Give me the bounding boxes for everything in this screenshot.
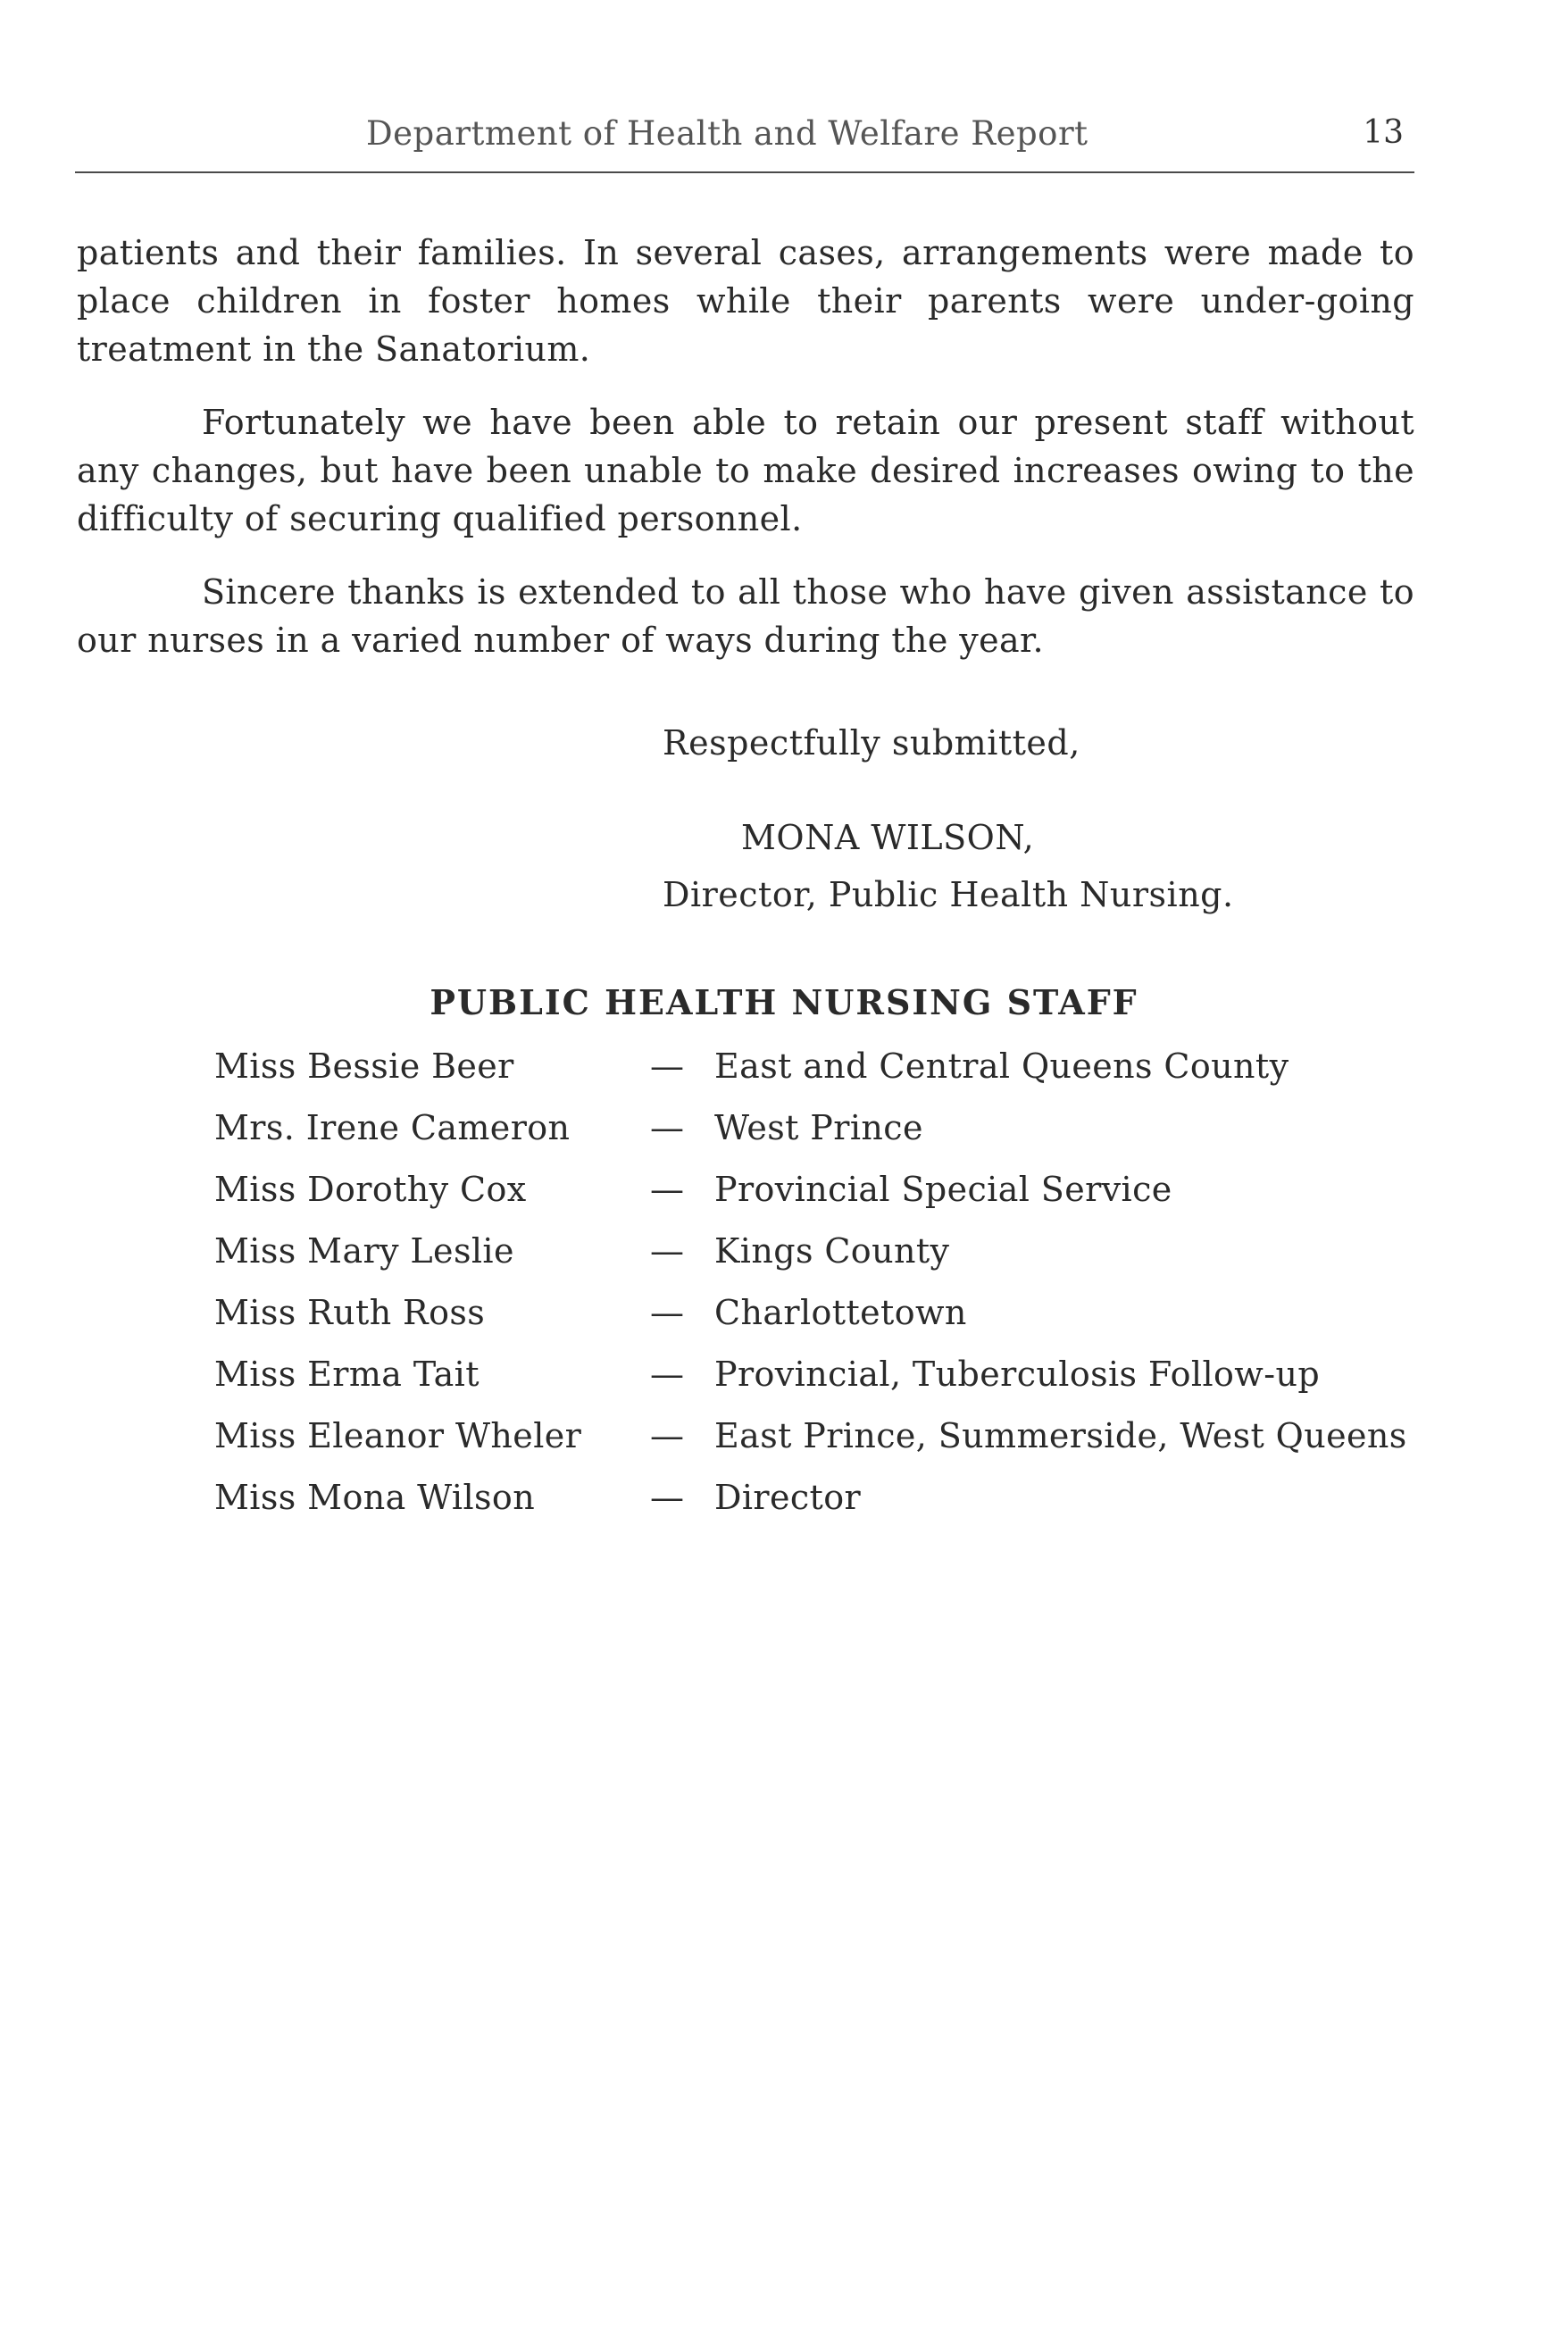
staff-area: Charlottetown xyxy=(714,1293,967,1332)
staff-row xyxy=(214,1416,1464,1478)
page-header xyxy=(75,114,1414,173)
staff-row xyxy=(214,1108,1464,1170)
staff-row xyxy=(214,1355,1464,1416)
staff-row xyxy=(214,1231,1464,1293)
signoff-name: MONA WILSON, xyxy=(741,818,1035,857)
staff-name: Miss Mona Wilson xyxy=(214,1478,536,1517)
staff-name: Miss Eleanor Wheler xyxy=(214,1416,582,1455)
staff-list xyxy=(214,1046,1464,1539)
staff-heading: PUBLIC HEALTH NURSING STAFF xyxy=(430,982,1138,1022)
staff-area: Provincial, Tuberculosis Follow-up xyxy=(714,1355,1321,1394)
staff-name: Miss Dorothy Cox xyxy=(214,1170,527,1209)
body-paragraph-3: Sincere thanks is extended to all those who have given assistance to our nurses in a varied number of ways during the year. xyxy=(77,572,1414,660)
signoff-closing: Respectfully submitted, xyxy=(663,723,1080,763)
staff-area: Kings County xyxy=(714,1231,950,1271)
staff-dash: — xyxy=(650,1355,685,1394)
staff-row xyxy=(214,1170,1464,1231)
staff-dash: — xyxy=(650,1416,685,1455)
staff-name: Miss Erma Tait xyxy=(214,1355,480,1394)
staff-name: Mrs. Irene Cameron xyxy=(214,1108,571,1147)
staff-dash: — xyxy=(650,1046,685,1086)
staff-area: Director xyxy=(714,1478,862,1517)
staff-dash: — xyxy=(650,1170,685,1209)
staff-dash: — xyxy=(650,1231,685,1271)
staff-name: Miss Mary Leslie xyxy=(214,1231,514,1271)
staff-dash: — xyxy=(650,1108,685,1147)
staff-name: Miss Bessie Beer xyxy=(214,1046,514,1086)
running-header-title: Department of Health and Welfare Report xyxy=(366,114,1088,153)
staff-area: Provincial Special Service xyxy=(714,1170,1172,1209)
staff-row xyxy=(214,1046,1464,1108)
staff-row xyxy=(214,1293,1464,1355)
staff-dash: — xyxy=(650,1293,685,1332)
staff-row xyxy=(214,1478,1464,1539)
staff-dash: — xyxy=(650,1478,685,1517)
body-paragraph-1: patients and their families. In several cases, arrangements were made to place children in foster homes while their parents were under-going treatment in the Sanatorium. xyxy=(77,233,1414,369)
signoff-title: Director, Public Health Nursing. xyxy=(663,875,1234,914)
body-paragraph-2: Fortunately we have been able to retain our present staff without any changes, but have been unable to make desired increases owing to the difficulty of securing qualified personnel. xyxy=(77,403,1414,538)
staff-area: East Prince, Summerside, West Queens xyxy=(714,1416,1407,1455)
staff-area: West Prince xyxy=(714,1108,923,1147)
page-number: 13 xyxy=(1363,114,1404,151)
staff-area: East and Central Queens County xyxy=(714,1046,1289,1086)
staff-name: Miss Ruth Ross xyxy=(214,1293,486,1332)
